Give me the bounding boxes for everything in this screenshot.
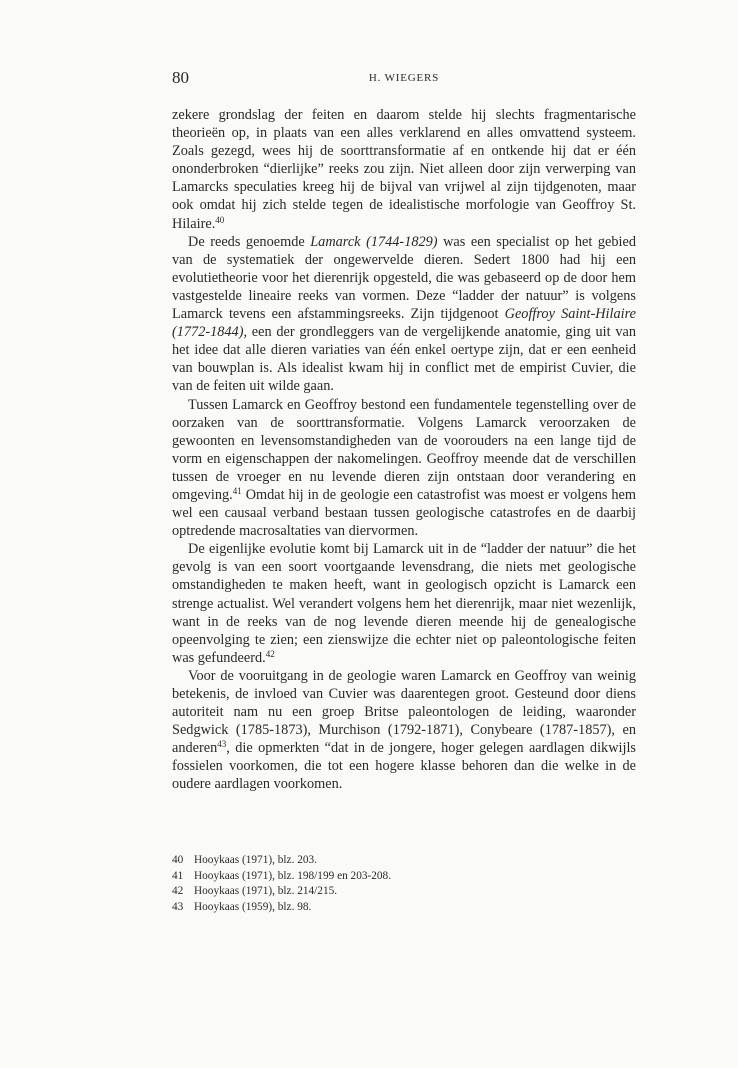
- footnote-reference: 43: [217, 739, 227, 750]
- text-run: was een specialist op het gebied van de systematiek der ongewervelde dieren. Sedert 1800 had hij een evolutietheorie voor het dierenrijk opgesteld, die was gebaseerd op de door hem vastgestelde lineaire reeks van vormen. Deze “ladder der natuur” is volgens Lamarck tevens een afstammingsreeks. Zijn tijdgenoot: [172, 233, 637, 323]
- footnote-reference: 41: [232, 485, 242, 496]
- text-run: , een der grondleggers van de vergelijkende anatomie, ging uit van het idee dat alle dieren variaties van één enkel oertype zijn, dat er een eenheid van bouwplan is. Als idealist kwam hij in conflict met de empirist Cuvier, die van de feiten uit wilde gaan.: [172, 324, 636, 395]
- page-header: [172, 68, 636, 90]
- footnote-text: Hooykaas (1971), blz. 203.: [194, 854, 317, 866]
- footnote-text: Hooykaas (1971), blz. 198/199 en 203-208.: [194, 869, 392, 882]
- footnote-text: Hooykaas (1959), blz. 98.: [194, 900, 312, 913]
- text-run: zekere grondslag der feiten en daarom stelde hij slechts fragmentarische theorieën op, in plaats van een alles verklarend en alles omvattend systeem. Zoals gezegd, wees hij de soorttransformatie af en ontkende hij dat er één ononderbroken “dierlijke” reeks zou zijn. Niet alleen door zijn verwerping van Lamarcks speculaties kreeg hij de bijval van vrijwel al zijn tijdgenoten, maar ook omdat hij zich stelde tegen de idealistische morfologie van Geoffroy St. Hilaire.: [172, 107, 636, 232]
- text-run: De reeds genoemde: [188, 233, 311, 250]
- page-number: 80: [172, 68, 189, 87]
- paragraph: [172, 106, 636, 233]
- paragraph: [172, 233, 636, 396]
- paragraph: [172, 667, 636, 794]
- running-head: H. WIEGERS: [368, 72, 440, 84]
- footnote-number: 43: [172, 900, 184, 913]
- text-run: Voor de vooruitgang in de geologie waren Lamarck en Geoffroy van weinig betekenis, de invloed van Cuvier was daarentegen groot. Gesteund door diens autoriteit nam nu een groep Britse paleontologen de leiding, waaronder Sedgwick (1785-1873), Murchison (1792-1871), Conybeare (1787-1857), en anderen: [172, 667, 636, 757]
- footnote: [172, 853, 636, 869]
- italic-text: Lamarck (1744-1829): [310, 233, 438, 250]
- paragraph: [172, 396, 636, 541]
- text-run: Omdat hij in de geologie een catastrofist was moest er volgens hem wel een causaal verband bestaan tussen geologische catastrofes en de daarbij optredende macrosaltaties van diervormen.: [172, 486, 636, 540]
- paragraph: [172, 540, 636, 667]
- text-run: , die opmerkten “dat in de jongere, hoger gelegen aardlagen dikwijls fossielen voorkomen, die tot een hogere klasse behoren dan die welke in de oudere aardlagen voorkomen.: [172, 740, 636, 793]
- footnote-text: Hooykaas (1971), blz. 214/215.: [194, 885, 338, 897]
- footnote-reference: 42: [265, 648, 275, 659]
- footnote: [172, 869, 636, 885]
- footnote-number: 41: [172, 869, 184, 882]
- footnote-number: 42: [172, 885, 184, 897]
- text-run: Tussen Lamarck en Geoffroy bestond een fundamentele tegenstelling over de oorzaken van de soorttransformatie. Volgens Lamarck veroorzaken de gewoonten en levensomstandigheden van de voorouders na een lange tijd de vorm en eigenschappen der nakomelingen. Geoffroy meende dat de verschillen tussen de vroeger en nu levende dieren zijn ontstaan door verandering en omgeving.: [172, 396, 636, 503]
- footnote: [172, 884, 636, 900]
- body-text: [172, 106, 636, 794]
- italic-text: Geoffroy Saint-Hilaire (1772-1844): [172, 306, 636, 341]
- footnote: [172, 900, 636, 916]
- footnotes: [172, 853, 636, 915]
- footnote-number: 40: [172, 854, 184, 866]
- text-run: De eigenlijke evolutie komt bij Lamarck uit in de “ladder der natuur” die het gevolg is van een soort voortgaande levensdrang, die niets met geologische omstandigheden te maken heeft, want in geologisch opzicht is Lamarck een strenge actualist. Wel verandert volgens hem het dierenrijk, maar niet wezenlijk, want in de reeks van de nog levende dieren meende hij de genealogische opeenvolging te zien; een zienswijze die echter niet op paleontologische feiten was gefundeerd.: [172, 541, 636, 666]
- footnote-reference: 40: [215, 214, 225, 225]
